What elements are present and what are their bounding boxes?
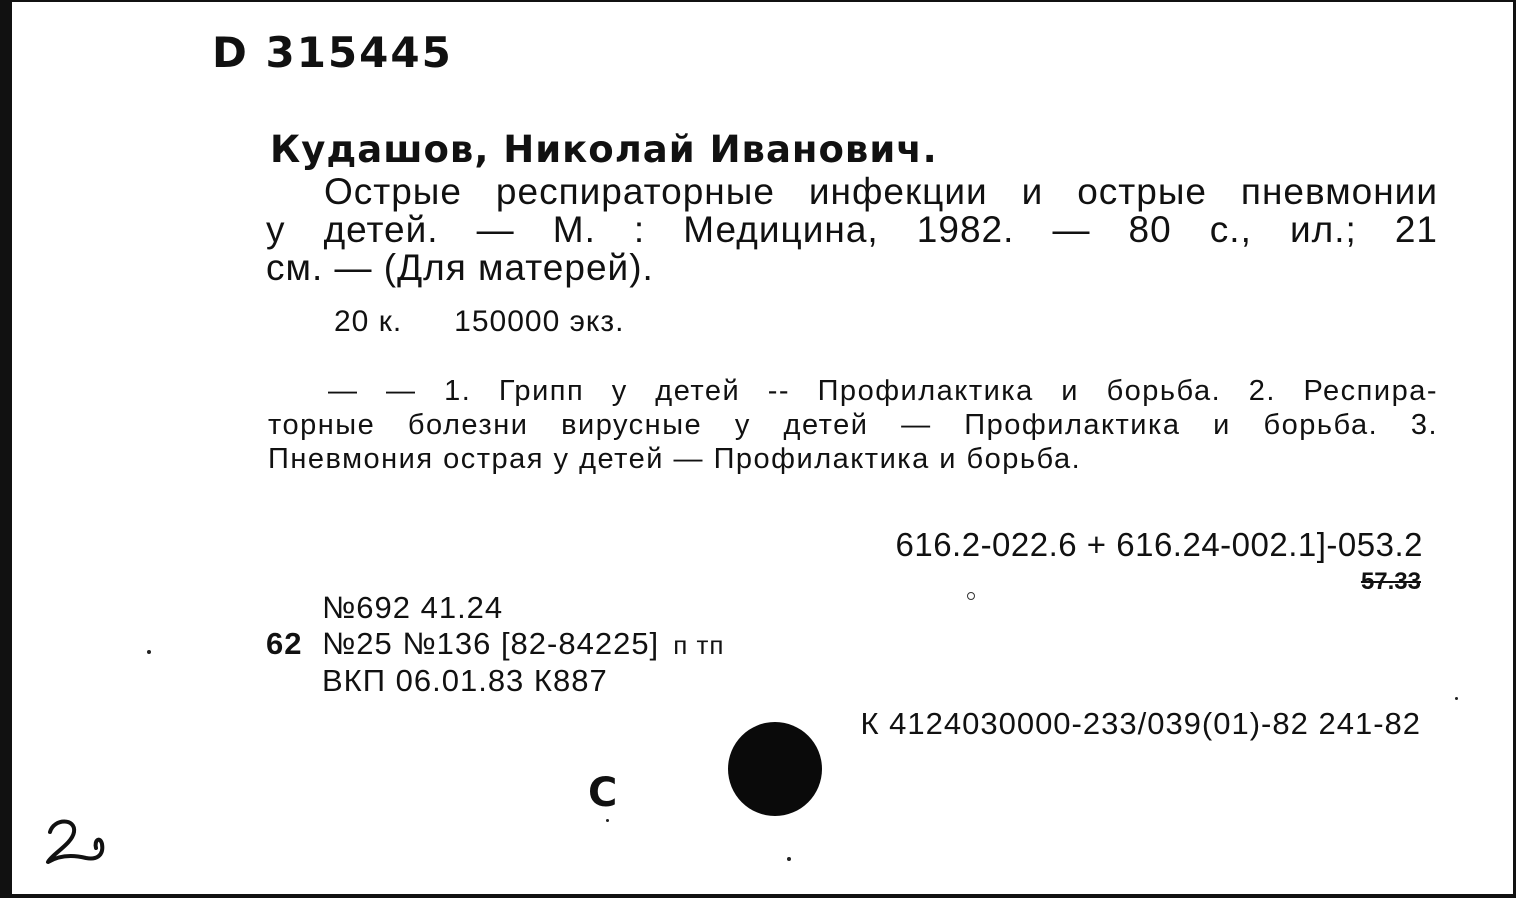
description-line: у детей. — М. : Медицина, 1982. — 80 с., ил.; 21 <box>266 209 1438 250</box>
subject-line: Пневмония острая у детей — Профилактика и борьба. <box>268 443 1082 475</box>
bibliographic-description <box>266 173 1438 287</box>
filled-circle-mark <box>728 722 822 816</box>
registration-text: №25 №136 [82-84225] <box>322 626 660 661</box>
udc-code: 616.2-022.6 + 616.24-002.1]-053.2 <box>895 526 1423 563</box>
speck <box>1455 697 1458 700</box>
registration-number: 62 <box>266 626 303 661</box>
print-run: 150000 экз. <box>454 305 625 338</box>
copyright-mark: С <box>588 770 618 816</box>
registration-line: ВКП 06.01.83 К887 <box>322 663 608 698</box>
author-heading: Кудашов, Николай Иванович. <box>270 128 938 171</box>
price: 20 к. <box>334 305 403 338</box>
registration-block <box>266 590 724 699</box>
description-line: см. — (Для матерей). <box>266 247 654 288</box>
handwritten-note-icon <box>40 810 120 875</box>
subject-line: торные болезни вирусные у детей — Профилактика и борьба. 3. <box>268 409 1438 441</box>
registration-line: №692 41.24 <box>322 590 504 625</box>
bbk-code-struck: 57.33 <box>1360 568 1421 595</box>
speck <box>147 650 151 654</box>
index-code: К 4124030000-233/039(01)-82 241-82 <box>860 706 1421 741</box>
speck <box>787 857 791 861</box>
subject-headings <box>268 374 1438 476</box>
description-line: Острые респираторные инфекции и острые пневмонии <box>324 171 1438 212</box>
speck <box>967 592 975 600</box>
catalog-number: D 315445 <box>212 28 453 77</box>
price-line <box>334 305 624 339</box>
registration-line <box>266 626 724 663</box>
speck <box>606 819 609 822</box>
subject-line: — — 1. Грипп у детей -- Профилактика и борьба. 2. Респира- <box>328 375 1438 407</box>
registration-small: п тп <box>673 630 725 660</box>
